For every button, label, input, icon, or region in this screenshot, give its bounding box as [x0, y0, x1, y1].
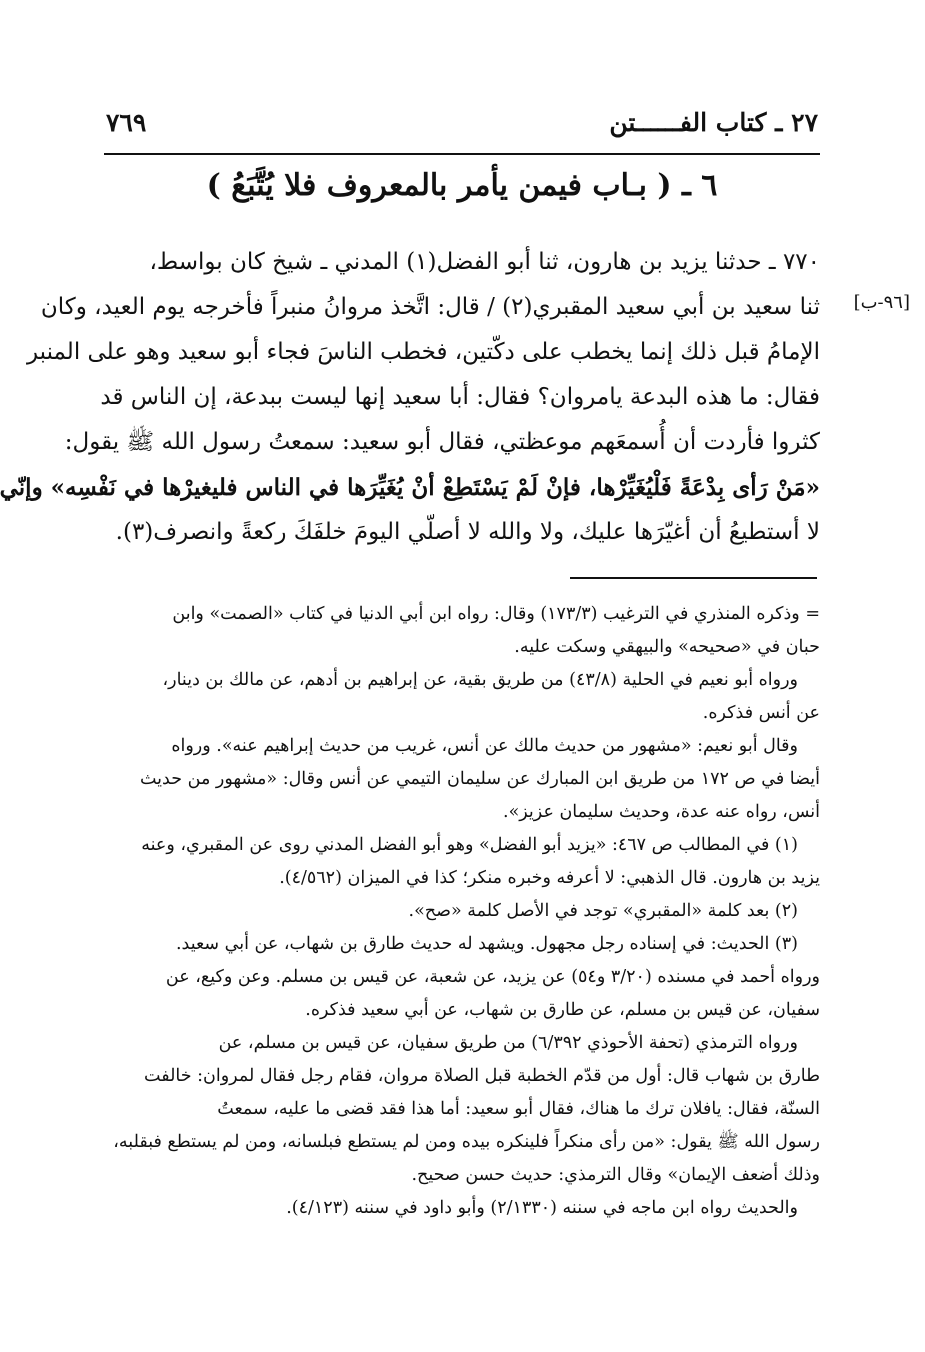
footnote-1: (١) في المطالب ص ٤٦٧: «يزيد أبو الفضل» وهو أبو الفضل المدني روى عن المقبري، وعنه — [141, 835, 798, 855]
main-text-line: الإمامُ قبل ذلك إنما يخطب على دكّتين، فخطب الناسَ فجاء أبو سعيد وهو على المنبر — [26, 339, 820, 365]
footnote-line: ورواه أبو نعيم في الحلية (٤٣/٨) من طريق بقية، عن إبراهيم بن أدهم، عن مالك بن دينار، — [162, 670, 798, 690]
footnote-line: وقال أبو نعيم: «مشهور من حديث مالك عن أنس، غريب من حديث إبراهيم عنه». ورواه — [171, 736, 798, 756]
section-title: ٦ ـ ( بـاب فيمن يأمر بالمعروف فلا يُتَّبَعُ ) — [206, 168, 718, 203]
footnote-divider — [570, 577, 817, 579]
main-text-line: لا أستطيعُ أن أغيّرَها عليك، ولا والله لا أصلّي اليومَ خلفَكَ ركعةً وانصرف(٣). — [115, 519, 820, 545]
footnote-line: رسول الله ﷺ يقول: «من رأى منكراً فلينكره بيده ومن لم يستطع فبلسانه، ومن لم يستطع فبقلبه، — [113, 1132, 820, 1152]
footnote-line: أنس، رواه عنه عدة، وحديث سليمان عزيز». — [503, 802, 820, 822]
page-number: ٧٦٩ — [106, 108, 147, 137]
header-divider — [104, 153, 820, 155]
footnote-line: أيضا في ص ١٧٢ من طريق ابن المبارك عن سليمان التيمي عن أنس وقال: «مشهور من حديث — [140, 769, 820, 789]
manuscript-folio-note: [٩٦-ب] — [853, 292, 910, 313]
footnote-line: وذلك أضعف الإيمان» وقال الترمذي: حديث حسن صحيح. — [411, 1165, 820, 1185]
main-text-line: فقال: ما هذه البدعة يامروان؟ فقال: أبا سعيد إنها ليست ببدعة، إن الناس قد — [100, 384, 820, 410]
main-text — [0, 240, 820, 555]
footnote-line: طارق بن شهاب قال: أول من قدّم الخطبة قبل الصلاة مروان، فقام رجل فقال لمروان: خالفت — [144, 1066, 820, 1086]
footnotes — [104, 598, 820, 1225]
footnote-line: والحديث رواه ابن ماجه في سننه (٢/١٣٣٠) وأبو داود في سننه (٤/١٢٣). — [286, 1198, 798, 1218]
footnote-3: (٣) الحديث: في إسناده رجل مجهول. ويشهد له حديث طارق بن شهاب، عن أبي سعيد. — [175, 934, 798, 954]
page-header — [106, 108, 818, 148]
main-text-line: «مَنْ رَأى بِدْعَةً فَلْيُغَيِّرْها، فإنْ لَمْ يَسْتَطِعْ أنْ يُغَيِّرَها في الناس فليغيرْها في نَفْسِه» وإنّي — [0, 474, 820, 501]
chapter-title: ٢٧ ـ كتاب الفــــــتن — [609, 108, 818, 137]
footnote-line: سفيان، عن قيس بن مسلم، عن طارق بن شهاب، عن أبي سعيد فذكره. — [305, 1000, 820, 1020]
main-text-line: كثروا فأردت أن أُسمعَهم موعظتي، فقال أبو سعيد: سمعتُ رسول الله ﷺ يقول: — [64, 429, 820, 455]
footnote-line: = وذكره المنذري في الترغيب (١٧٣/٣) وقال: رواه ابن أبي الدنيا في كتاب «الصمت» وابن — [172, 604, 820, 624]
footnote-line: ورواه الترمذي (تحفة الأحوذي ٦/٣٩٢) من طريق سفيان، عن قيس بن مسلم، عن — [218, 1033, 798, 1053]
footnote-line: عن أنس فذكره. — [702, 703, 820, 723]
footnote-2: (٢) بعد كلمة «المقبري» توجد في الأصل كلمة «صح». — [408, 901, 798, 921]
footnote-line: ورواه أحمد في مسنده (٣/٢٠ و٥٤) عن يزيد، عن شعبة، عن قيس بن مسلم. وعن وكيع، عن — [165, 967, 820, 987]
main-text-line: ٧٧٠ ـ حدثنا يزيد بن هارون، ثنا أبو الفضل(١) المدني ـ شيخ كان بواسط، — [149, 249, 820, 275]
footnote-line: السنّة، فقال: يافلان ترك ما هناك، فقال أبو سعيد: أما هذا فقد قضى ما عليه، سمعتُ — [217, 1099, 820, 1119]
footnote-line: حبان في «صحيحه» والبيهقي وسكت عليه. — [514, 637, 820, 657]
footnote-line: يزيد بن هارون. قال الذهبي: لا أعرفه وخبره منكر؛ كذا في الميزان (٤/٥٦٢). — [279, 868, 820, 888]
main-text-line: ثنا سعيد بن أبي سعيد المقبري(٢) / قال: اتَّخذ مروانُ منبراً فأخرجه يوم العيد، وكان — [40, 294, 820, 320]
